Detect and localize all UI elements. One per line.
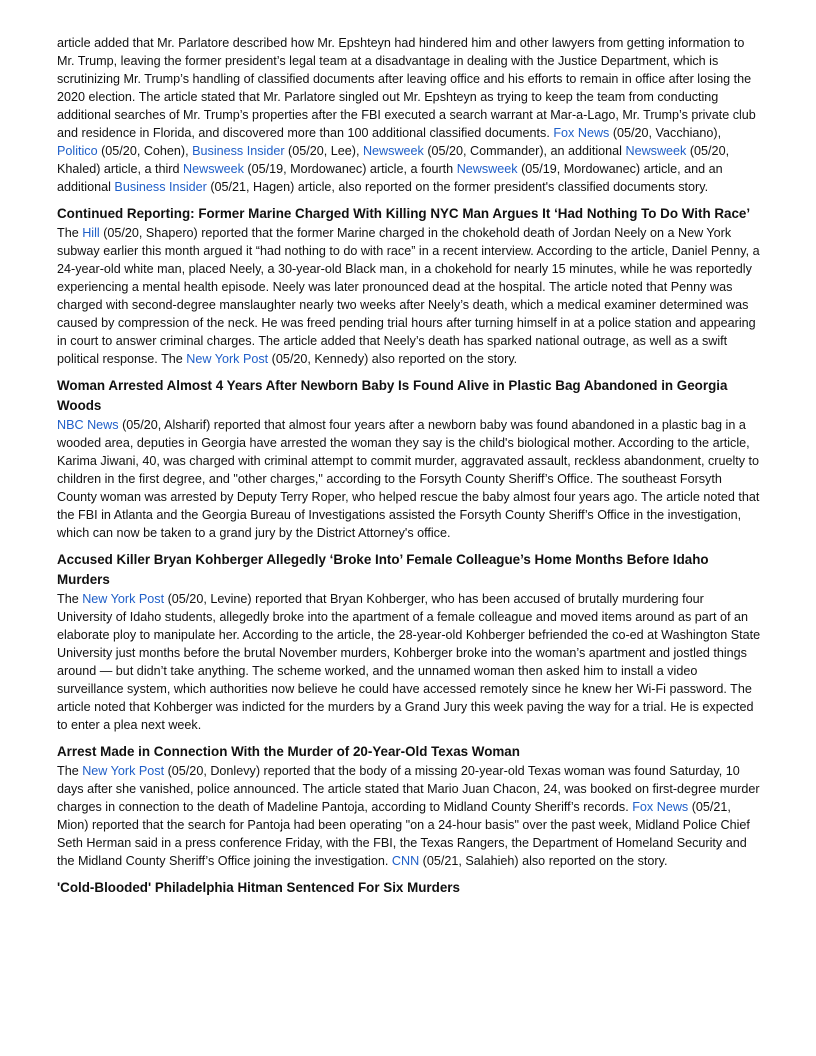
story-headline: Arrest Made in Connection With the Murder of 20-Year-Old Texas Woman <box>57 744 520 759</box>
story-text: (05/20, Shapero) reported that the former Marine charged in the chokehold death of Jordan Neely on a New York subway earlier this month argued it “had nothing to do with race” in a recent interview. According to the article, Daniel Penny, a 24-year-old white man, placed Neely, a 30-year-old Black man, in a chokehold for nearly 15 minutes, while he was reportedly experiencing a mental health episode. Neely was later pronounced dead at the hospital. The article noted that Penny was charged with second-degree manslaughter nearly two weeks after Neely’s death, which a medical examiner determined was caused by compression of the neck. He was freed pending trial hours after turning himself in at a police station and appearing in court to answer criminal charges. The article added that Neely’s death has sparked national outrage, as well as a swift political response. The <box>57 226 760 366</box>
link-fox-news[interactable]: Fox News <box>553 126 610 140</box>
story-headline: Woman Arrested Almost 4 Years After Newborn Baby Is Found Alive in Plastic Bag Abandoned in Georgia Woods <box>57 378 728 413</box>
story-text: (05/20, Alsharif) reported that almost four years after a newborn baby was found abandoned in a plastic bag in a wooded area, deputies in Georgia have arrested the woman they say is the child's biological mother. According to the article, Karima Jiwani, 40, was charged with criminal attempt to commit murder, aggravated assault, reckless abandonment, cruelty to children in the first degree, and "other charges," according to the Forsyth County Sheriff’s Office. The southeast Forsyth County woman was arrested by Deputy Terry Roper, who helped rescue the baby almost four years ago. The article noted that the FBI in Atlanta and the Georgia Bureau of Investigations assisted the Forsyth County Sheriff’s Office in the investigation, which can now be taken to a grand jury by the District Attorney's office. <box>57 418 760 540</box>
story-text: (05/21, Mion) reported that the search for Pantoja had been operating "on a 24-hour basis" over the past week, Midland Police Chief Seth Herman said in a press conference Friday, with the FBI, the Texas Rangers, the Department of Homeland Security and the Midland County Sheriff’s Office joining the investigation. <box>57 800 750 868</box>
link-nbc-news[interactable]: NBC News <box>57 418 119 432</box>
story-body <box>57 590 761 734</box>
story-text: (05/20, Donlevy) reported that the body of a missing 20-year-old Texas woman was found Saturday, 10 days after she vanished, police announced. The article stated that Mario Juan Chacon, 24, was booked on first-degree murder charges in connection to the death of Madeline Pantoja, according to Midland County Sheriff’s records. <box>57 764 760 814</box>
story-headline: Accused Killer Bryan Kohberger Allegedly ‘Broke Into’ Female Colleague’s Home Months Before Idaho Murders <box>57 552 709 587</box>
story-neely <box>57 204 761 368</box>
story-texas <box>57 742 761 870</box>
story-philadelphia <box>57 878 761 898</box>
story-text: (05/21, Salahieh) also reported on the story. <box>419 854 668 868</box>
story-text: (05/20, Kennedy) also reported on the story. <box>268 352 518 366</box>
intro-text: (05/19, Mordowanec) article, a fourth <box>243 162 457 176</box>
link-new-york-post[interactable]: New York Post <box>82 764 165 778</box>
link-cnn[interactable]: CNN <box>391 854 420 868</box>
link-new-york-post[interactable]: New York Post <box>186 352 269 366</box>
link-newsweek-2[interactable]: Newsweek <box>625 144 687 158</box>
story-headline: 'Cold-Blooded' Philadelphia Hitman Sentenced For Six Murders <box>57 880 460 895</box>
story-body <box>57 224 761 368</box>
story-text: (05/20, Levine) reported that Bryan Kohberger, who has been accused of brutally murdering four University of Idaho students, allegedly broke into the apartment of a female colleague and moved items around as part of an elaborate ploy to manipulate her. According to the article, the 28-year-old Kohberger befriended the co-ed at Washington State University just months before the brutal November murders, Kohberger broke into the woman’s apartment and jostled things around — but didn’t take anything. The scheme worked, and the unnamed woman then asked him to install a video surveillance system, which authorities now believe he could have accessed remotely since he knew her Wi-Fi password. The article noted that Kohberger was indicted for the murders by a Grand Jury this week paving the way for a trial. He is expected to enter a plea next week. <box>57 592 761 732</box>
story-kohberger <box>57 550 761 734</box>
link-newsweek-4[interactable]: Newsweek <box>456 162 518 176</box>
intro-text: (05/20, Cohen), <box>97 144 193 158</box>
story-headline: Continued Reporting: Former Marine Charged With Killing NYC Man Argues It ‘Had Nothing To Do With Race’ <box>57 206 751 221</box>
link-newsweek-1[interactable]: Newsweek <box>362 144 424 158</box>
story-body <box>57 762 761 870</box>
intro-text: (05/21, Hagen) article, also reported on the former president's classified documents story. <box>206 180 709 194</box>
intro-text: (05/19, Mordowanec) article, and an additional <box>57 162 723 194</box>
intro-text: (05/20, Vacchiano), <box>609 126 722 140</box>
story-body <box>57 416 761 542</box>
intro-paragraph <box>57 34 761 196</box>
link-business-insider-2[interactable]: Business Insider <box>114 180 207 194</box>
link-fox-news[interactable]: Fox News <box>632 800 689 814</box>
intro-text: (05/20, Commander), an additional <box>423 144 626 158</box>
link-new-york-post[interactable]: New York Post <box>82 592 165 606</box>
story-newborn <box>57 376 761 542</box>
intro-text: (05/20, Lee), <box>284 144 363 158</box>
link-hill[interactable]: Hill <box>82 226 100 240</box>
link-newsweek-3[interactable]: Newsweek <box>183 162 244 176</box>
link-business-insider[interactable]: Business Insider <box>192 144 285 158</box>
story-text: The <box>57 226 83 240</box>
document-page <box>57 34 761 906</box>
link-politico[interactable]: Politico <box>57 144 98 158</box>
intro-text: (05/20, Khaled) article, a third <box>57 144 730 176</box>
story-text: The <box>57 764 83 778</box>
intro-text: article added that Mr. Parlatore described how Mr. Epshteyn had hindered him and other lawyers from getting information to Mr. Trump, leaving the former president’s legal team at a disadvantage in dealing with the Justice Department, which is scrutinizing Mr. Trump’s handling of classified documents after leaving office and his efforts to remain in office after losing the 2020 election. The article stated that Mr. Parlatore singled out Mr. Epshteyn as trying to keep the team from conducting additional searches of Mr. Trump’s properties after the FBI executed a search warrant at Mar-a-Lago, Mr. Trump’s private club and residence in Florida, and discovered more than 100 additional classified documents. <box>57 36 756 140</box>
story-text: The <box>57 592 83 606</box>
